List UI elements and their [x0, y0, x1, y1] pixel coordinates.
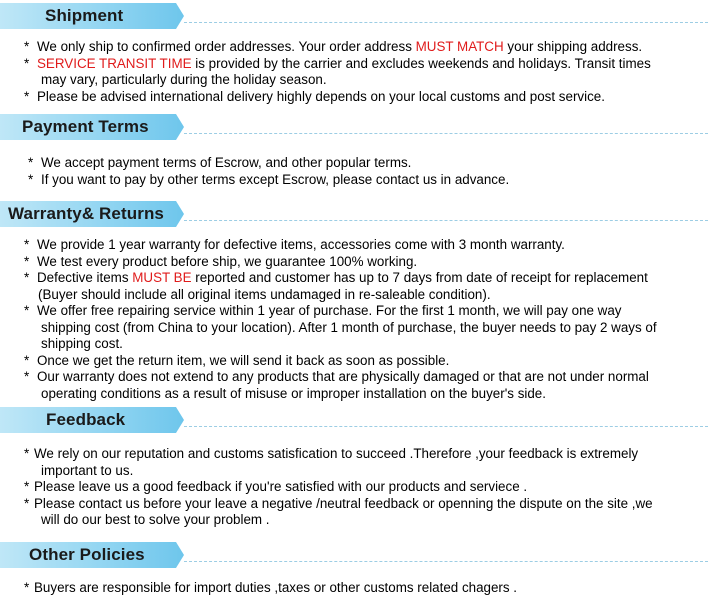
divider: [184, 426, 708, 427]
section-title: Warranty& Returns: [8, 204, 164, 223]
divider: [184, 133, 708, 134]
warranty-section: [0, 201, 710, 402]
shipment-list: [0, 39, 710, 105]
red-emphasis: MUST BE: [132, 270, 192, 285]
list-item-continued: important to us.: [41, 462, 134, 478]
list-item: * Our warranty does not extend to any products that are physically damaged or that are not under normal: [24, 369, 649, 384]
list-item-continued: will do our best to solve your problem .: [41, 512, 270, 527]
other-policies-section: [0, 542, 710, 597]
list-item: * Defective items MUST BE reported and customer has up to 7 days from date of receipt for replacement: [24, 270, 648, 285]
list-item: * If you want to pay by other terms except Escrow, please contact us in advance.: [28, 171, 510, 187]
list-item: * We provide 1 year warranty for defective items, accessories come with 3 month warranty.: [24, 237, 565, 252]
section-title: Other Policies: [29, 545, 145, 564]
list-item: * Please contact us before your leave a negative /neutral feedback or openning the dispute on the site ,we: [24, 495, 653, 511]
section-title: Shipment: [45, 6, 124, 25]
list-item-continued: operating conditions as a result of misuse or improper installation on the buyer's side.: [41, 385, 546, 401]
list-item: * Please leave us a good feedback if you're satisfied with our products and serviece .: [24, 479, 528, 494]
list-item: * We only ship to confirmed order addresses. Your order address MUST MATCH your shipping address.: [24, 39, 643, 54]
other-policies-header: [0, 542, 710, 568]
list-item-continued: may vary, particularly during the holiday season.: [41, 72, 327, 87]
feedback-list: [0, 446, 710, 529]
list-item-continued: shipping cost (from China to your location). After 1 month of purchase, the buyer needs to pay 2 ways of: [41, 319, 657, 335]
warranty-list: [0, 237, 710, 402]
divider: [184, 220, 708, 221]
list-item: * Please be advised international delivery highly depends on your local customs and post service.: [24, 88, 605, 104]
shipment-section: [0, 3, 710, 105]
section-title: Feedback: [46, 410, 126, 429]
payment-section: [0, 114, 710, 188]
list-item: * We offer free repairing service within 1 year of purchase. For the first 1 month, we will pay one way: [24, 303, 622, 318]
list-item-continued: shipping cost.: [41, 336, 123, 351]
payment-list: [0, 155, 710, 188]
list-item: * Buyers are responsible for import duties ,taxes or other customs related chagers .: [24, 580, 518, 595]
divider: [184, 22, 708, 23]
list-item: * Once we get the return item, we will send it back as soon as possible.: [24, 352, 450, 368]
section-title: Payment Terms: [22, 117, 149, 136]
red-emphasis: SERVICE TRANSIT TIME: [37, 55, 192, 71]
shipment-header: [0, 3, 710, 29]
list-item: * We rely on our reputation and customs satisfication to succeed .Therefore ,your feedback is extremely: [24, 446, 639, 461]
list-item-continued: (Buyer should include all original items undamaged in re-saleable condition).: [38, 286, 491, 302]
red-emphasis: MUST MATCH: [415, 39, 504, 54]
other-policies-list: [0, 580, 710, 597]
list-item: * SERVICE TRANSIT TIME is provided by the carrier and excludes weekends and holidays. Transit times: [24, 55, 651, 71]
divider: [184, 561, 708, 562]
list-item: * We accept payment terms of Escrow, and other popular terms.: [28, 155, 412, 170]
payment-header: [0, 114, 710, 140]
feedback-section: [0, 407, 710, 529]
warranty-header: [0, 201, 710, 227]
list-item: * We test every product before ship, we guarantee 100% working.: [24, 253, 418, 269]
feedback-header: [0, 407, 710, 433]
